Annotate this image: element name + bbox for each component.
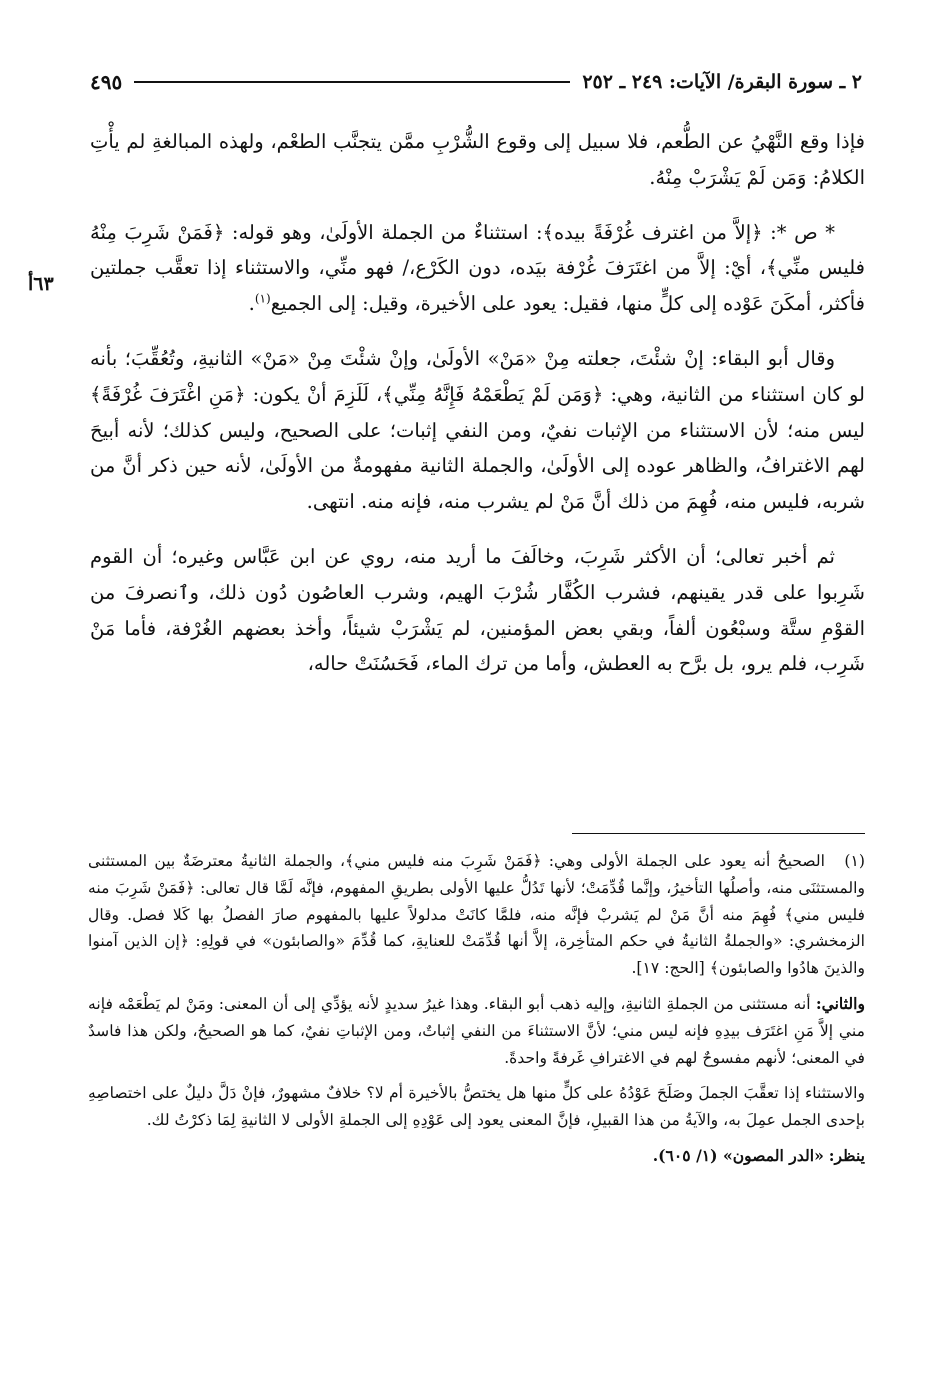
source-text: «الدر المصون» (١/ ٦٠٥).	[652, 1145, 824, 1165]
header-rule	[134, 81, 570, 83]
main-text	[90, 124, 865, 701]
footnote-1	[88, 848, 865, 982]
footnote-reference[interactable]: (١)	[254, 291, 271, 306]
paragraph-2-text: * ص *: ﴿إلاَّ من اغترف غُرْفَةً بيده﴾: استثناءٌ من الجملة الأولَىٰ، وهو قوله: ﴿فَمَنْ شَرِبَ مِنْهُ فليس منِّي﴾، أيْ: إلاَّ من اغتَرَفَ غُرْفة بيَده، دون الكَرْع،/ فهو منِّي، والاستثناء إذا تعقَّب جملتين فأكثر، أمكَنَ عَوْده إلى كلٍّ منها، فقيل: يعود على الأخيرة، وقيل: إلى الجميع	[90, 220, 865, 316]
footnote-1-text: الصحيحُ أنه يعود على الجملة الأولى وهي: ﴿فَمَنْ شَرِبَ منه فليس مني﴾، والجملة الثانيةُ معترضَةٌ بين المستثنى والمستثنَى منه، وأصلُها التأخيرُ، وإنَّما قُدِّمَتْ؛ لأنها تَدُلُّ عليها الأولى بطريقِ المفهوم، فإنَّه لَمَّا قال تعالى: ﴿فَمَنْ شَرِبَ منه فليس مني﴾ فُهِمَ منه أنَّ مَنْ لم يَشربْ فإنَّه منه، فلمَّا كانَتْ مدلولاً عليها بالمفهوم صارَ الفصلُ بها كَلا فصل. وقال الزمخشري: «والجملةُ الثانيةُ في حكم المتأخِرة، إلاَّ أنها قُدِّمَتْ للعنايةِ، كما قُدِّمَ «والصابئون» في قولِهِ: ﴿إن الذين آمنوا والذينَ هادُوا والصابئون﴾ [الحج: ١٧].	[88, 852, 865, 978]
footnote-2-text: أنه مستثنى من الجملةِ الثانيةِ، وإليه ذهب أبو البقاء. وهذا غيرُ سديدٍ لأنه يؤدِّي إلى أن المعنى: ومَنْ لم يَطْعَمْه فإنه مني إلاَّ مَنِ اغتَرَف بيدِهِ فإنه ليس مني؛ لأنَّ الاستثناءَ من النفي إثباتٌ، ومن الإثباتِ نفيٌ، كما هو الصحيحُ، ولكن هذا فاسدٌ في المعنى؛ لأنهم مفسوحٌ لهم في الاغترافِ غَرفةً واحدةً.	[88, 994, 865, 1067]
source-label: ينظر:	[828, 1145, 865, 1165]
paragraph-1: فإذا وقع النَّهْيُ عن الطُّعم، فلا سبيل إلى وقوع الشُّرْبِ ممَّن يتجنَّب الطعْم، ولهذه المبالغةِ لم يأْتِ الكلامُ: وَمَن لَمْ يَشْرَبْ مِنْهُ.	[90, 130, 865, 189]
footnote-number: (١)	[844, 852, 865, 870]
footnote-separator	[572, 833, 865, 834]
paragraph-2	[90, 215, 865, 322]
page-number: ٤٩٥	[90, 70, 123, 94]
manuscript-folio-note: ٦٣أ	[28, 273, 54, 295]
running-header	[90, 64, 862, 100]
footnote-source	[88, 1143, 865, 1170]
footnote-2-label: والثاني:	[815, 993, 865, 1013]
paragraph-2-end: .	[248, 292, 255, 316]
footnote-3: والاستثناء إذا تعقَّبَ الجملَ وصَلَحَ عَوْدُهُ على كلٍّ منها هل يختصُّ بالأخيرة أم لا؟ خلافٌ مشهورٌ، فإنْ دَلَّ دليلٌ على اختصاصِهِ بإحدى الجمل عمِلَ به، والآيةُ من هذا القبيلِ، فإنَّ المعنى يعود إلى عَوْدِهِ إلى الجملةِ الأولى لا الثانيةِ لِمَا ذكرْتُ لك.	[88, 1084, 865, 1130]
footnote-2	[88, 991, 865, 1071]
paragraph-4: ثم أخبر تعالى؛ أن الأكثر شَرِبَ، وخالَفَ ما أريد منه، روي عن ابن عَبَّاس وغيره؛ أن القوم شَرِبوا على قدر يقينهم، فشرب الكُفَّار شُرْبَ الهيم، وشرب العاصُون دُون ذلك، وٱنصرفَ من القوْمِ ستَّة وسبْعُون ألفاً، وبقي بعض المؤمنين، لم يَشْرَبْ شيئاً، وأخذ بعضهم الغُرْفة، فأما مَنْ شَرِب، فلم يرو، بل برَّح به العطش، وأما من ترك الماء، فَحَسُنَتْ حاله،	[90, 544, 865, 676]
chapter-title: ٢ ـ سورة البقرة/ الآيات: ٢٤٩ ـ ٢٥٢	[582, 71, 862, 93]
paragraph-3: وقال أبو البقاء: إنْ شئْتَ، جعلته مِنْ «مَنْ» الأولَىٰ، وإنْ شئْتَ مِنْ «مَنْ» الثانيةِ، وتُعُقِّبَ؛ بأنه لو كان استثناء من الثانية، وهي: ﴿وَمَن لَمْ يَطْعَمْهُ فَإِنَّهُ مِنِّي﴾، لَلَزِمَ أنْ يكون: ﴿مَنِ اغْتَرَفَ غُرْفَةً﴾ ليس منه؛ لأن الاستثناء من الإثبات نفيٌ، ومن النفي إثبات؛ على الصحيح، وليس كذلك؛ لأنه أبيحَ لهم الاغترافُ، والظاهر عوده إلى الأولَىٰ، والجملة الثانية مفهومةٌ من الأولَىٰ، لأنه حين ذكر أنَّ من شربه، فليس منه، فُهِمَ من ذلك أنَّ مَنْ لم يشرب منه، فإنه منه. انتهى.	[90, 346, 865, 514]
footnotes	[88, 848, 865, 1179]
